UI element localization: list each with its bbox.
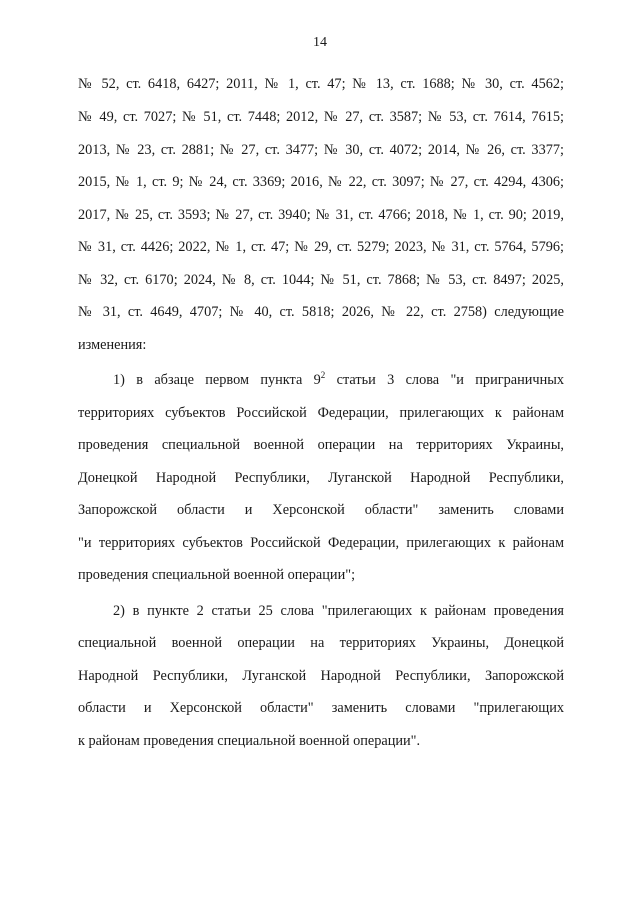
- text-line: Народной Республики, Луганской Народной Республики, Запорожской: [78, 668, 564, 684]
- text-line: 2015, № 1, ст. 9; № 24, ст. 3369; 2016, № 22, ст. 3097; № 27, ст. 4294, 4306;: [78, 174, 564, 190]
- text-line: специальной военной операции на территориях Украины, Донецкой: [78, 635, 564, 651]
- text-line: Запорожской области и Херсонской области" заменить словами: [78, 502, 564, 518]
- text-line: области и Херсонской области" заменить словами "прилегающих: [78, 700, 564, 716]
- text-line: территориях субъектов Российской Федерации, прилегающих к районам: [78, 405, 564, 421]
- text-line: изменения:: [78, 337, 147, 353]
- text-line: № 52, ст. 6418, 6427; 2011, № 1, ст. 47; № 13, ст. 1688; № 30, ст. 4562;: [78, 76, 564, 92]
- text-line: 2017, № 25, ст. 3593; № 27, ст. 3940; № 31, ст. 4766; 2018, № 1, ст. 90; 2019,: [78, 207, 564, 223]
- text-line: № 49, ст. 7027; № 51, ст. 7448; 2012, № 27, ст. 3587; № 53, ст. 7614, 7615;: [78, 109, 564, 125]
- superscript: 2: [320, 370, 326, 381]
- item-2-first-line: 2) в пункте 2 статьи 25 слова "прилегающих к районам проведения: [113, 603, 564, 619]
- text-line: № 31, ст. 4426; 2022, № 1, ст. 47; № 29, ст. 5279; 2023, № 31, ст. 5764, 5796;: [78, 239, 564, 255]
- text-line: 2013, № 23, ст. 2881; № 27, ст. 3477; № 30, ст. 4072; 2014, № 26, ст. 3377;: [78, 142, 564, 158]
- text-line: проведения специальной военной операции на территориях Украины,: [78, 437, 564, 453]
- text-line: Донецкой Народной Республики, Луганской Народной Республики,: [78, 470, 564, 486]
- text-line: № 32, ст. 6170; 2024, № 8, ст. 1044; № 51, ст. 7868; № 53, ст. 8497; 2025,: [78, 272, 564, 288]
- text-line: № 31, ст. 4649, 4707; № 40, ст. 5818; 2026, № 22, ст. 2758) следующие: [78, 304, 564, 320]
- page-number: 14: [313, 35, 327, 50]
- text-line: "и территориях субъектов Российской Федерации, прилегающих к районам: [78, 535, 564, 551]
- item-1-text-end: статьи 3 слова "и приграничных: [325, 372, 564, 388]
- item-1-first-line: [113, 370, 564, 390]
- text-line: проведения специальной военной операции";: [78, 567, 356, 583]
- item-1-text-start: 1) в абзаце первом пункта 9: [113, 372, 321, 388]
- text-line: к районам проведения специальной военной операции".: [78, 733, 421, 749]
